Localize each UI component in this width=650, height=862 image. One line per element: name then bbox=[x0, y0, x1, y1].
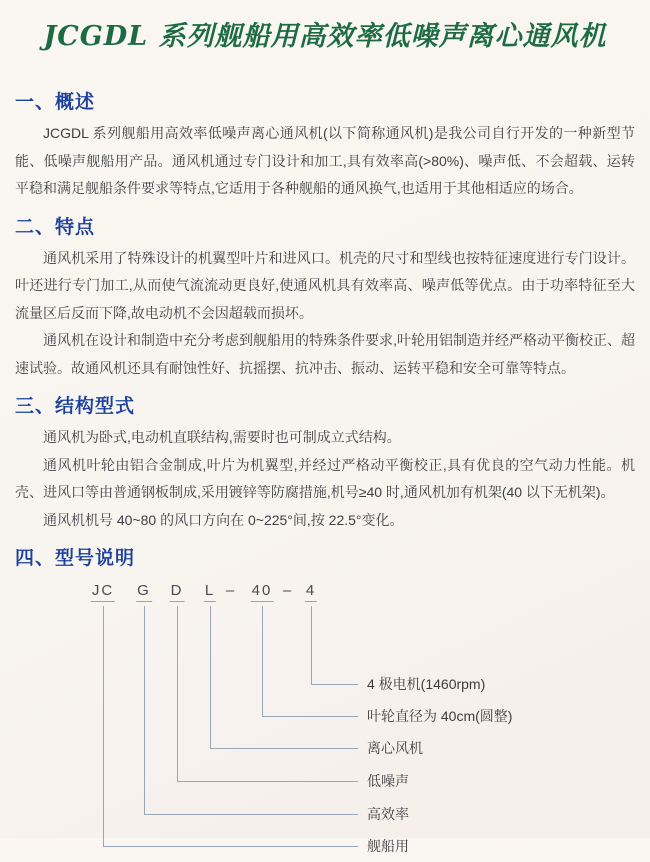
connector-line-horizontal bbox=[103, 846, 358, 847]
code-meaning-label: 舰船用 bbox=[367, 838, 409, 854]
paragraph: 通风机采用了特殊设计的机翼型叶片和进风口。机壳的尺寸和型线也按特征速度进行专门设计。叶还进行专门加工,从而使气流流动更良好,使通风机具有效率高、噪声低等优点。由于功率特征至大流量区后反而下降,故电动机不会因超载而损坏。 bbox=[15, 249, 635, 321]
code-meaning-label: 叶轮直径为 40cm(圆整) bbox=[367, 708, 513, 724]
connector-line-horizontal bbox=[262, 716, 358, 717]
model-code-part: 4 bbox=[305, 582, 317, 602]
section-heading-overview: 一、概述 bbox=[15, 92, 96, 113]
model-code-part: JC bbox=[91, 582, 115, 602]
model-code-part: D bbox=[170, 582, 185, 602]
connector-line-vertical bbox=[311, 606, 312, 684]
model-code-dash: – bbox=[282, 582, 292, 599]
connector-line-horizontal bbox=[210, 748, 358, 749]
code-meaning-label: 高效率 bbox=[367, 806, 409, 822]
connector-line-horizontal bbox=[144, 814, 358, 815]
paragraph: 通风机机号 40~80 的风口方向在 0~225°间,按 22.5°变化。 bbox=[43, 511, 404, 528]
code-meaning-label: 离心风机 bbox=[367, 740, 423, 756]
model-code-dash: – bbox=[225, 582, 235, 599]
model-code-part: 40 bbox=[251, 582, 274, 602]
model-code-part: L bbox=[204, 582, 216, 602]
connector-line-horizontal bbox=[177, 781, 358, 782]
connector-line-vertical bbox=[262, 606, 263, 716]
connector-line-vertical bbox=[177, 606, 178, 781]
section-heading-model-designation: 四、型号说明 bbox=[15, 548, 136, 569]
section-heading-structure: 三、结构型式 bbox=[15, 396, 136, 417]
section-heading-features: 二、特点 bbox=[15, 216, 96, 238]
page-title: JCGDL 系列舰船用高效率低噪声离心通风机 bbox=[43, 21, 607, 52]
paragraph: 通风机叶轮由铝合金制成,叶片为机翼型,并经过严格动平衡校正,具有优良的空气动力性能。机壳、进风口等由普通钢板制成,采用镀锌等防腐措施,机号≥40 时,通风机加有机架(40 以下无机架)。 bbox=[15, 456, 635, 500]
model-code-diagram bbox=[15, 576, 635, 862]
paragraph: JCGDL 系列舰船用高效率低噪声离心通风机(以下简称通风机)是我公司自行开发的一种新型节能、低噪声舰船用产品。通风机通过专门设计和加工,具有效率高(>80%)、噪声低、不会超载、运转平稳和满足舰船条件要求等特点,它适用于各种舰船的通风换气,也适用于其他相适应的场合。 bbox=[15, 125, 635, 196]
paragraph: 通风机为卧式,电动机直联结构,需要时也可制成立式结构。 bbox=[43, 429, 401, 445]
code-meaning-label: 低噪声 bbox=[367, 773, 409, 789]
code-meaning-label: 4 极电机(1460rpm) bbox=[367, 676, 486, 692]
connector-line-vertical bbox=[103, 606, 104, 846]
model-code-part: G bbox=[136, 582, 152, 602]
connector-line-vertical bbox=[210, 606, 211, 748]
connector-line-horizontal bbox=[311, 684, 358, 685]
connector-line-vertical bbox=[144, 606, 145, 814]
paragraph: 通风机在设计和制造中充分考虑到舰船用的特殊条件要求,叶轮用铝制造并经严格动平衡校正、超速试验。故通风机还具有耐蚀性好、抗摇摆、抗冲击、振动、运转平稳和安全可靠等特点。 bbox=[15, 332, 635, 376]
